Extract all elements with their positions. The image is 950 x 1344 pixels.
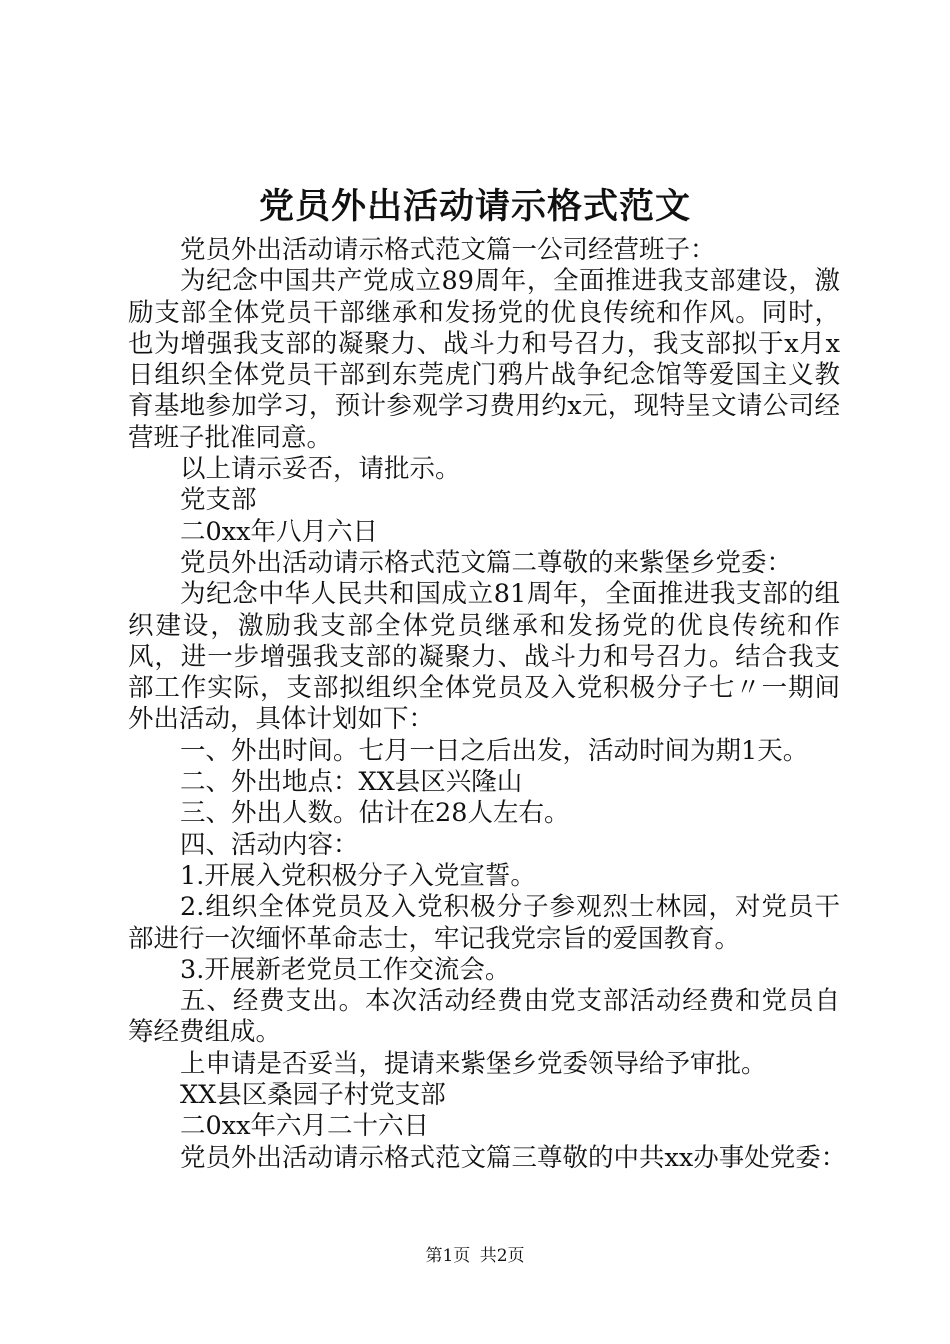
paragraph-1-date: 二0xx年八月六日 xyxy=(180,516,378,547)
page-total: 共2页 xyxy=(479,1246,525,1266)
plan-item-budget: 五、经费支出。本次活动经费由党支部活动经费和党员自筹经费组成。 xyxy=(128,986,840,1048)
paragraph-1-heading: 党员外出活动请示格式范文篇一公司经营班子： xyxy=(180,235,716,265)
paragraph-2-body: 为纪念中华人民共和国成立81周年，全面推进我支部的组织建设，激励我支部全体党员继承和发扬党的优良传统和作风，进一步增强我支部的凝聚力、战斗力和号召力。结合我支部工作实际，支部拟组织全体党员及入党积极分子七〃一期间外出活动，具体计划如下： xyxy=(128,579,840,735)
plan-subitem-1: 1.开展入党积极分子入党宣誓。 xyxy=(180,860,536,891)
paragraph-2-signature: XX县区桑园子村党支部 xyxy=(180,1080,446,1111)
plan-item-content: 四、活动内容： xyxy=(180,829,359,860)
paragraph-1-signature: 党支部 xyxy=(180,485,257,516)
page-number: 第1页 xyxy=(425,1246,471,1266)
plan-item-people: 三、外出人数。估计在28人左右。 xyxy=(180,798,570,829)
plan-subitem-2: 2.组织全体党员及入党积极分子参观烈士林园，对党员干部进行一次缅怀革命志士，牢记我党宗旨的爱国教育。 xyxy=(128,892,840,954)
paragraph-2-closing: 上申请是否妥当，提请来紫堡乡党委领导给予审批。 xyxy=(180,1048,767,1079)
plan-item-location: 二、外出地点：XX县区兴隆山 xyxy=(180,767,523,798)
page-footer xyxy=(0,1246,950,1266)
plan-subitem-3: 3.开展新老党员工作交流会。 xyxy=(180,954,511,985)
paragraph-2-date: 二0xx年六月二十六日 xyxy=(180,1111,429,1142)
paragraph-1-closing: 以上请示妥否，请批示。 xyxy=(180,454,461,485)
document-title: 党员外出活动请示格式范文 xyxy=(258,187,691,227)
plan-item-time: 一、外出时间。七月一日之后出发，活动时间为期1天。 xyxy=(180,735,809,766)
paragraph-3-heading: 党员外出活动请示格式范文篇三尊敬的中共xx办事处党委： xyxy=(180,1142,847,1173)
paragraph-2-heading: 党员外出活动请示格式范文篇二尊敬的来紫堡乡党委： xyxy=(180,547,793,578)
document-body xyxy=(128,235,847,1174)
paragraph-1-body: 为纪念中国共产党成立89周年，全面推进我支部建设，激励支部全体党员干部继承和发扬党的优良传统和作风。同时，也为增强我支部的凝聚力、战斗力和号召力，我支部拟于x月x日组织全体党员干部到东莞虎门鸦片战争纪念馆等爱国主义教育基地参加学习，预计参观学习费用约x元，现特呈文请公司经营班子批准同意。 xyxy=(128,266,840,453)
